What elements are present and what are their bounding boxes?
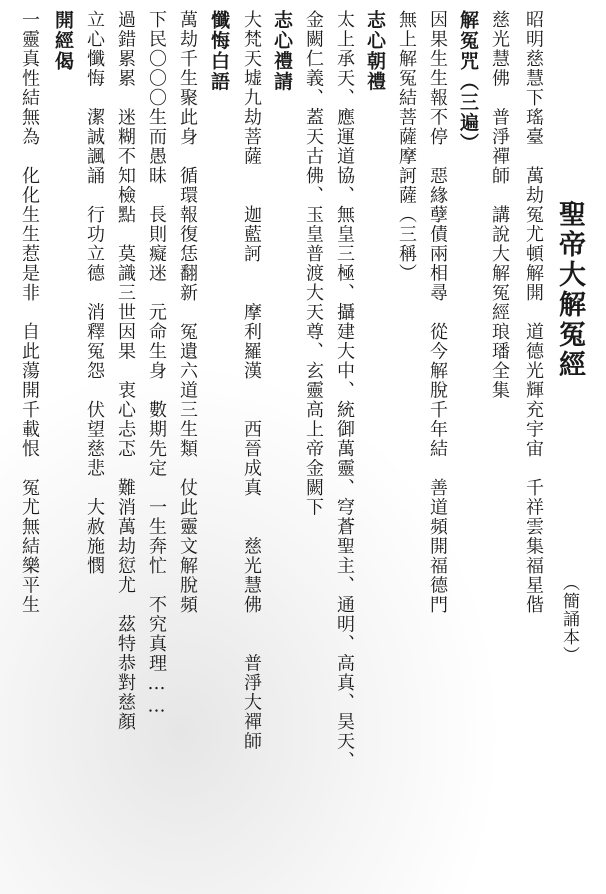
section-heading-invitation: 志心禮請	[271, 10, 293, 92]
section-heading-opening-verse: 開經偈	[52, 10, 74, 72]
opening-verse-line: 一靈真性結無為 化化生生惹是非 自此蕩開千載恨 冤尤無結樂平生	[19, 10, 40, 615]
repentance-line: 下民〇〇〇生而愚昧 長則癡迷 元命生身 數期先定 一生奔忙 不究真理……	[146, 10, 167, 718]
section-heading-repentance: 懺悔白語	[208, 10, 230, 92]
worship-line: 太上承天、應運道協、無皇三極、攝建大中、統御萬靈、穹蒼聖主、通明、高真、昊天、	[334, 10, 355, 771]
verse-line: 因果生生報不停 惡緣孽債兩相尋 從今解脫千年結 善道頻開福德門	[427, 10, 448, 615]
author-line: 慈光慧佛 普淨禪師 講說大解冤經琅璠全集	[489, 10, 510, 400]
section-heading-worship: 志心朝禮	[364, 10, 386, 92]
invitation-line: 大梵天墟九劫菩薩 迦藍訶 摩利羅漢 西晉成真 慈光慧佛 普淨大禪師	[241, 10, 262, 751]
repentance-line: 萬劫千生聚此身 循環報復恁翻新 冤遺六道三生類 仗此靈文解脫頻	[177, 10, 198, 615]
verse-line: 昭明慈慧下瑤臺 萬劫冤尤頓解開 道德光輝充宇宙 千祥雲集福星偕	[523, 10, 544, 615]
worship-line: 金闕仁義、蓋天古佛、玉皇普渡大天尊、玄靈高上帝金闕下	[303, 10, 324, 517]
invocation-line: 無上解冤結菩薩摩訶薩（三稱）	[396, 10, 417, 283]
scripture-title: 聖帝大解冤經	[554, 200, 585, 380]
repentance-line: 立心懺悔 潔誠諷誦 行功立德 消釋冤怨 伏望慈悲 大赦施憫	[84, 10, 105, 576]
repentance-line: 過錯累累 迷糊不知檢點 莫識三世因果 衷心忐忑 難消萬劫愆尤 茲特恭對慈顏	[115, 10, 136, 732]
section-heading-mantra: 解冤咒（三遍）	[457, 10, 479, 154]
scripture-subtitle: （簡誦本）	[559, 574, 579, 664]
